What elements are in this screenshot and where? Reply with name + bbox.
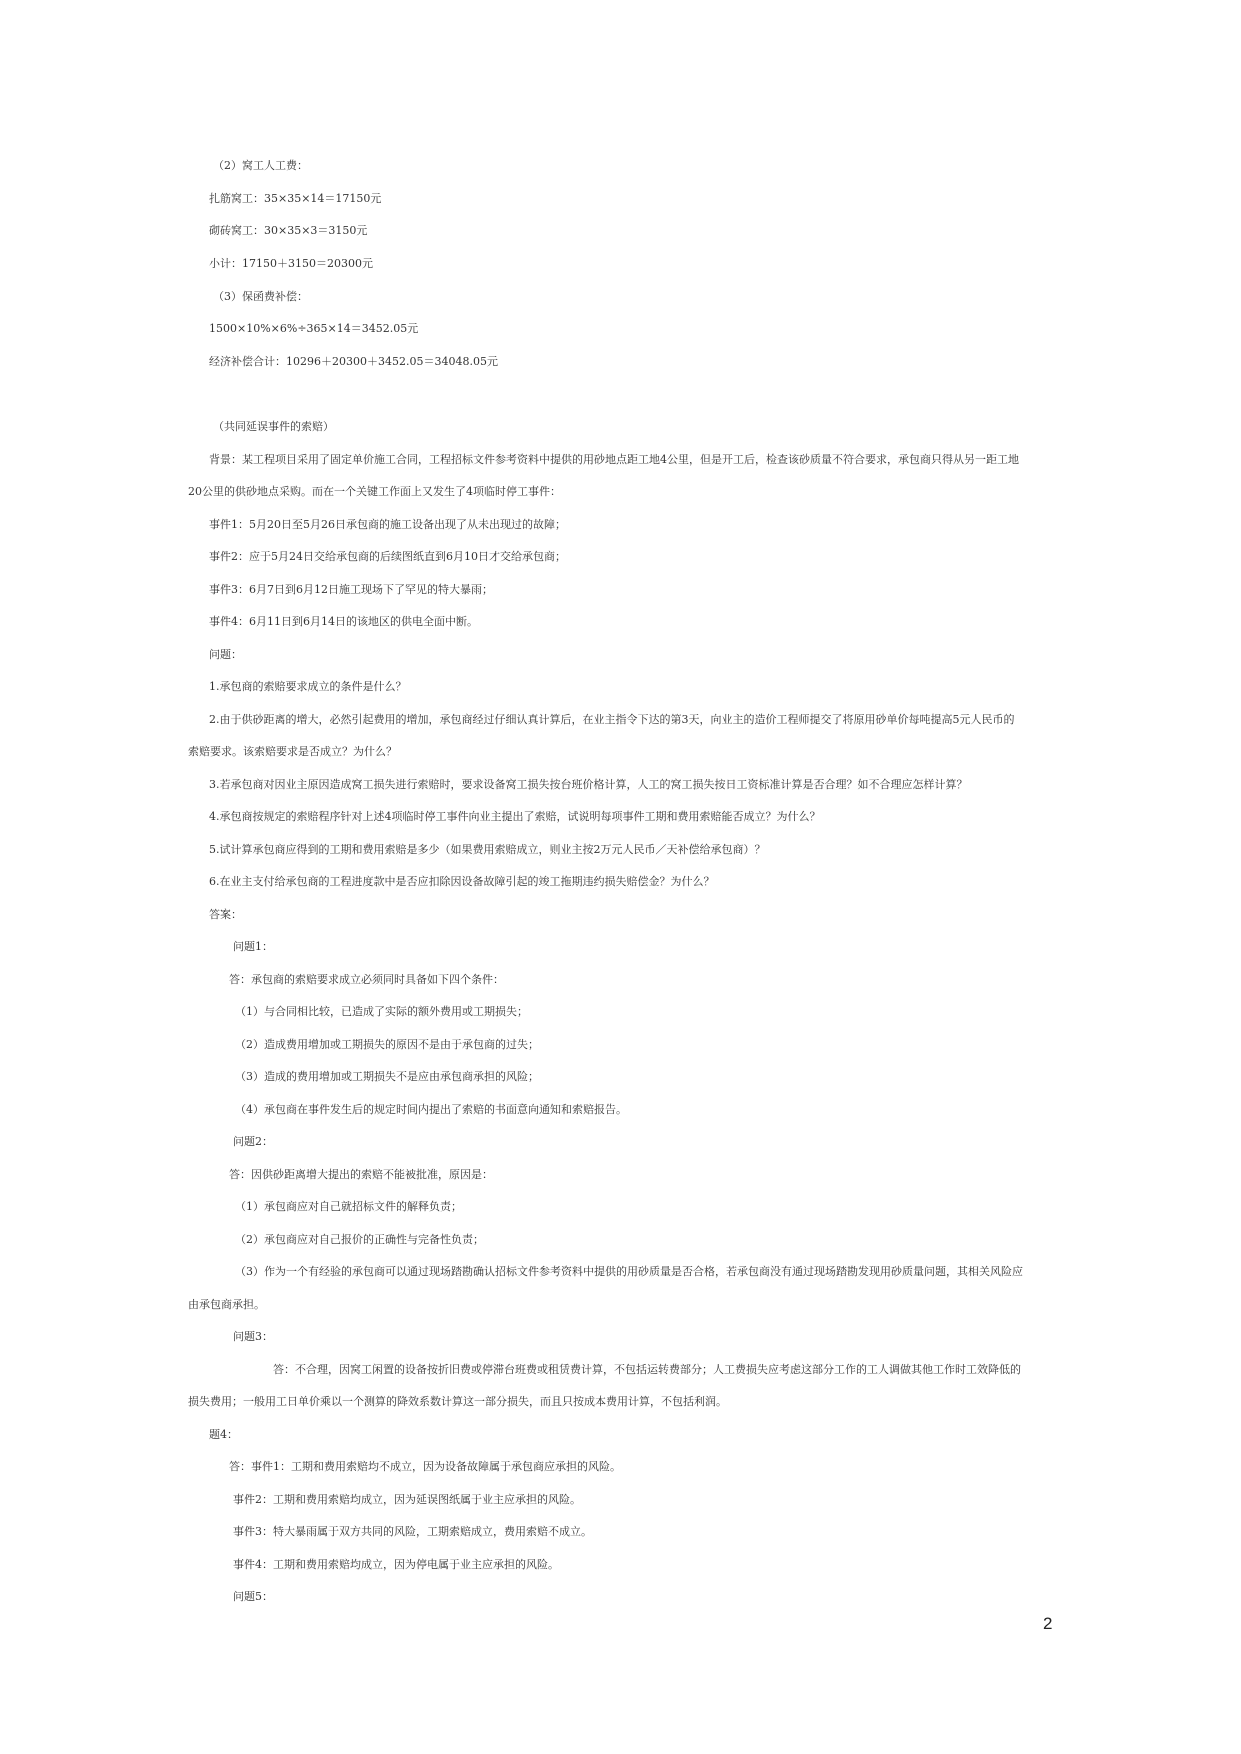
text-line: 问题5： <box>233 1590 273 1603</box>
text-line: 20公里的供砂地点采购。而在一个关键工作面上又发生了4项临时停工事件： <box>188 485 561 498</box>
text-line: （4）承包商在事件发生后的规定时间内提出了索赔的书面意向通知和索赔报告。 <box>235 1103 627 1116</box>
text-line: 题4： <box>209 1428 238 1441</box>
text-line: （3）作为一个有经验的承包商可以通过现场踏勘确认招标文件参考资料中提供的用砂质量是否合格，若承包商没有通过现场踏勘发现用砂质量问题，其相关风险应 <box>235 1265 1023 1278</box>
text-line: （2）承包商应对自己报价的正确性与完备性负责； <box>235 1233 484 1246</box>
text-line: 损失费用；一般用工日单价乘以一个测算的降效系数计算这一部分损失，而且只按成本费用计算，不包括利润。 <box>188 1395 727 1408</box>
text-line: （1）承包商应对自己就招标文件的解释负责； <box>235 1200 462 1213</box>
text-line: 事件1：5月20日至5月26日承包商的施工设备出现了从未出现过的故障； <box>209 518 566 531</box>
text-line: 由承包商承担。 <box>188 1298 265 1311</box>
text-line: 答：承包商的索赔要求成立必须同时具备如下四个条件： <box>229 973 504 986</box>
text-line: 事件2：应于5月24日交给承包商的后续图纸直到6月10日才交给承包商； <box>209 550 566 563</box>
text-line: 事件2：工期和费用索赔均成立，因为延误图纸属于业主应承担的风险。 <box>233 1493 581 1506</box>
text-line: 答：因供砂距离增大提出的索赔不能被批准，原因是： <box>229 1168 493 1181</box>
text-line: （2）造成费用增加或工期损失的原因不是由于承包商的过失； <box>235 1038 539 1051</box>
text-line: 2.由于供砂距离的增大，必然引起费用的增加，承包商经过仔细认真计算后，在业主指令下达的第3天，向业主的造价工程师提交了将原用砂单价每吨提高5元人民币的 <box>209 713 1015 726</box>
text-line: （3）保函费补偿： <box>213 290 308 303</box>
section-heading: （共同延误事件的索赔） <box>213 420 334 433</box>
text-line: 事件3：6月7日到6月12日施工现场下了罕见的特大暴雨； <box>209 583 493 596</box>
text-line: 4.承包商按规定的索赔程序针对上述4项临时停工事件向业主提出了索赔，试说明每项事件工期和费用索赔能否成立？为什么？ <box>209 810 821 823</box>
text-line: 答：不合理，因窝工闲置的设备按折旧费或停滞台班费或租赁费计算，不包括运转费部分；人工费损失应考虑这部分工作的工人调做其他工作时工效降低的 <box>273 1363 1021 1376</box>
text-line: 5.试计算承包商应得到的工期和费用索赔是多少（如果费用索赔成立，则业主按2万元人民币／天补偿给承包商）？ <box>209 843 766 856</box>
text-line: 索赔要求。该索赔要求是否成立？为什么？ <box>188 745 397 758</box>
text-line: 答案： <box>209 908 242 921</box>
text-line: 事件3：特大暴雨属于双方共同的风险，工期索赔成立，费用索赔不成立。 <box>233 1525 592 1538</box>
text-line: 扎筋窝工：35×35×14＝17150元 <box>209 192 382 205</box>
page-number: 2 <box>1043 1614 1053 1633</box>
text-line: （2）窝工人工费： <box>213 159 308 172</box>
text-line: 经济补偿合计：10296＋20300＋3452.05＝34048.05元 <box>209 355 498 368</box>
text-line: 背景：某工程项目采用了固定单价施工合同，工程招标文件参考资料中提供的用砂地点距工地4公里，但是开工后，检查该砂质量不符合要求，承包商只得从另一距工地 <box>209 453 1019 466</box>
text-line: （1）与合同相比较，已造成了实际的额外费用或工期损失； <box>235 1005 528 1018</box>
text-line: 小计：17150＋3150＝20300元 <box>209 257 373 270</box>
text-line: 答：事件1：工期和费用索赔均不成立，因为设备故障属于承包商应承担的风险。 <box>229 1460 621 1473</box>
text-line: （3）造成的费用增加或工期损失不是应由承包商承担的风险； <box>235 1070 539 1083</box>
text-line: 6.在业主支付给承包商的工程进度款中是否应扣除因设备故障引起的竣工拖期违约损失赔偿金？为什么？ <box>209 875 715 888</box>
text-line: 问题2： <box>233 1135 273 1148</box>
text-line: 事件4：工期和费用索赔均成立，因为停电属于业主应承担的风险。 <box>233 1558 559 1571</box>
text-line: 问题： <box>209 648 242 661</box>
text-line: 砌砖窝工：30×35×3＝3150元 <box>209 224 368 237</box>
text-line: 问题3： <box>233 1330 273 1343</box>
text-line: 事件4：6月11日到6月14日的该地区的供电全面中断。 <box>209 615 478 628</box>
text-line: 问题1： <box>233 940 273 953</box>
text-line: 3.若承包商对因业主原因造成窝工损失进行索赔时，要求设备窝工损失按台班价格计算，人工的窝工损失按日工资标准计算是否合理？如不合理应怎样计算？ <box>209 778 968 791</box>
text-line: 1.承包商的索赔要求成立的条件是什么？ <box>209 680 407 693</box>
text-line: 1500×10%×6%÷365×14＝3452.05元 <box>209 322 419 335</box>
